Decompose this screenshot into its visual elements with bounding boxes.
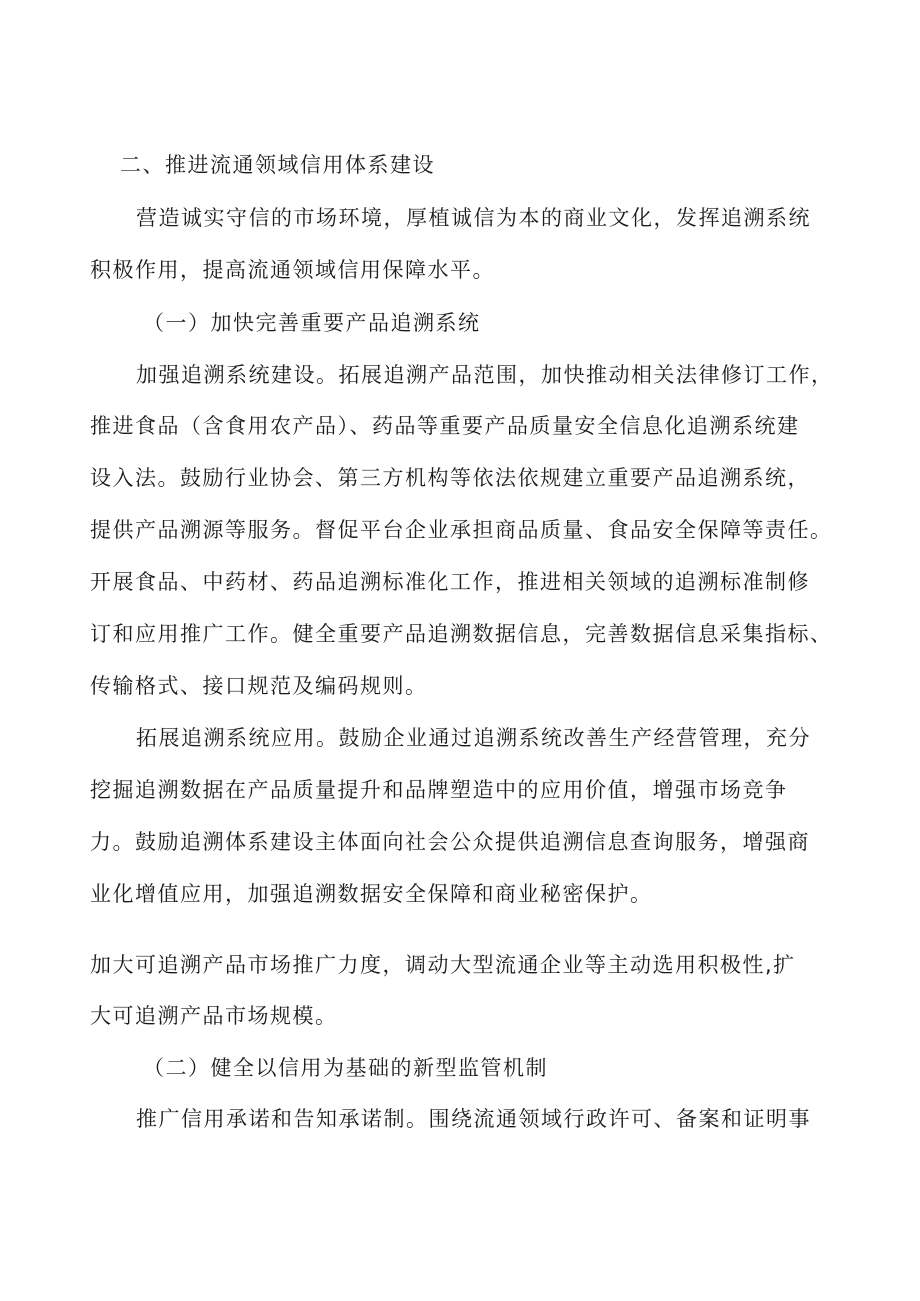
intro-line: 积极作用，提高流通领域信用保障水平。 — [90, 258, 495, 282]
paragraph-line: 拓展追溯系统应用。鼓励企业通过追溯系统改善生产经营管理，充分 — [136, 726, 811, 750]
paragraph-line: 传输格式、接口规范及编码规则。 — [90, 674, 428, 698]
paragraph-line: 推进食品（含食用农产品）、药品等重要产品质量安全信息化追溯系统建 — [90, 414, 800, 438]
paragraph-line: 加强追溯系统建设。拓展追溯产品范围，加快推动相关法律修订工作， — [136, 363, 834, 387]
paragraph-line: 订和应用推广工作。健全重要产品追溯数据信息，完善数据信息采集指标、 — [90, 622, 833, 646]
paragraph-line: 大可追溯产品市场规模。 — [90, 1004, 338, 1028]
paragraph-line: 加大可追溯产品市场推广力度，调动大型流通企业等主动选用积极性,扩 — [90, 953, 796, 977]
subsection-heading: （一）加快完善重要产品追溯系统 — [143, 311, 481, 335]
paragraph-line: 提供产品溯源等服务。督促平台企业承担商品质量、食品安全保障等责任。 — [90, 518, 833, 542]
paragraph-line: 力。鼓励追溯体系建设主体面向社会公众提供追溯信息查询服务，增强商 — [90, 830, 810, 854]
paragraph-line: 挖掘追溯数据在产品质量提升和品牌塑造中的应用价值，增强市场竞争 — [90, 778, 788, 802]
paragraph-line: 开展食品、中药材、药品追溯标准化工作，推进相关领域的追溯标准制修 — [90, 570, 810, 594]
paragraph-line: 推广信用承诺和告知承诺制。围绕流通领域行政许可、备案和证明事 — [136, 1107, 811, 1131]
subsection-heading: （二）健全以信用为基础的新型监管机制 — [143, 1056, 548, 1080]
paragraph-line: 设入法。鼓励行业协会、第三方机构等依法依规建立重要产品追溯系统， — [90, 466, 810, 490]
intro-line: 营造诚实守信的市场环境，厚植诚信为本的商业文化，发挥追溯系统 — [136, 206, 811, 230]
paragraph-line: 业化增值应用，加强追溯数据安全保障和商业秘密保护。 — [90, 882, 653, 906]
section-heading: 二、推进流通领域信用体系建设 — [120, 153, 435, 177]
